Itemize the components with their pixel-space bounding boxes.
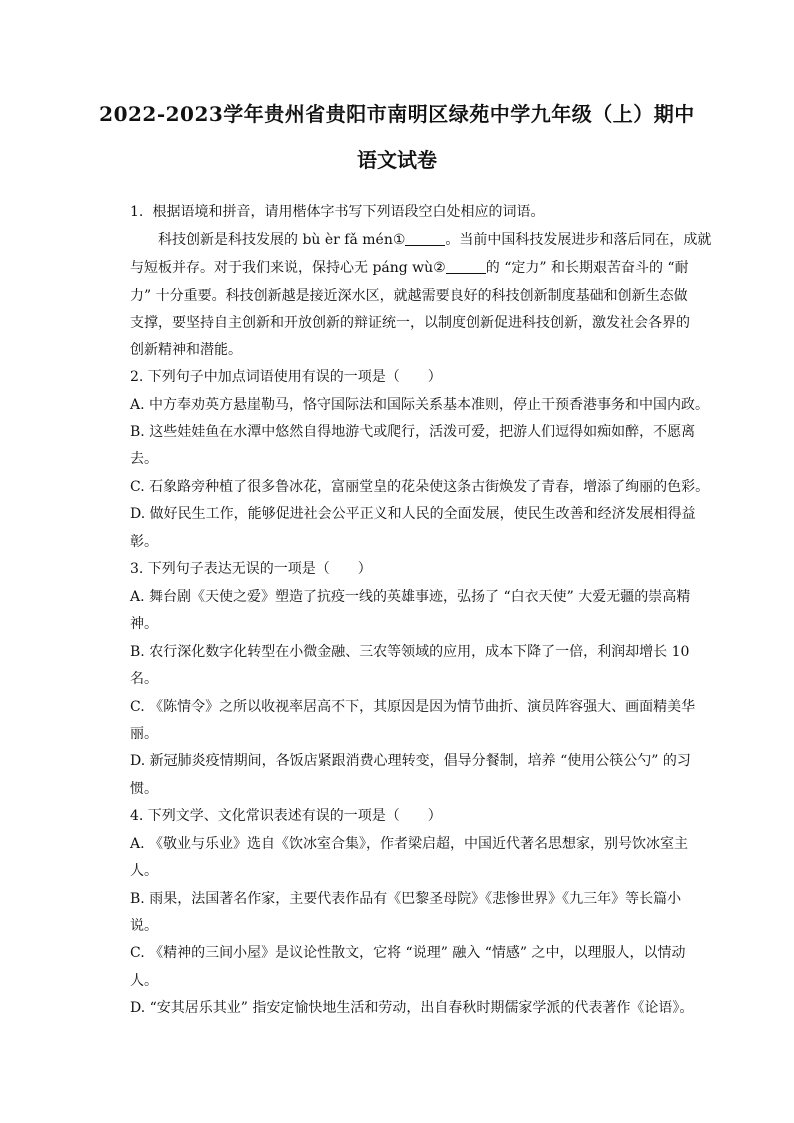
q3-option-b-line2: 名。 <box>130 671 158 687</box>
q1-passage-line5: 创新精神和潜能。 <box>130 342 242 358</box>
q2-option-c[interactable]: C. 石象路旁种植了很多鲁冰花，富丽堂皇的花朵使这条古街焕发了青春，增添了绚丽的色彩。 <box>130 479 710 495</box>
q1-passage-line4: 支撑，要坚持自主创新和开放创新的辩证统一，以制度创新促进科技创新，激发社会各界的 <box>130 315 690 331</box>
q4-option-b-line2: 说。 <box>130 918 158 934</box>
exam-title-line2: 语文试卷 <box>357 148 437 172</box>
q3-option-a-line2: 神。 <box>130 616 158 632</box>
q1-passage-line1 <box>158 230 711 250</box>
q2-option-b-line2: 去。 <box>130 451 158 467</box>
q4-option-a-line1[interactable]: A. 《敬业与乐业》选自《饮冰室合集》，作者梁启超，中国近代著名思想家，别号饮冰室主 <box>130 836 689 852</box>
q3-option-a-line1[interactable]: A. 舞台剧《天使之爱》塑造了抗疫一线的英雄事迹，弘扬了 “白衣天使” 大爱无疆的崇高精 <box>130 589 691 605</box>
q2-stem: 2. 下列句子中加点词语使用有误的一项是（ ） <box>130 369 442 385</box>
q1-passage-text: 的 “定力” 和长期艰苦奋斗的 “耐 <box>485 260 689 276</box>
q1-stem-line <box>130 202 544 222</box>
q2-option-b-line1[interactable]: B. 这些娃娃鱼在水潭中悠然自得地游弋或爬行，活泼可爱，把游人们逗得如痴如醉，不愿离 <box>130 424 696 440</box>
q4-option-c-line2: 人。 <box>130 973 158 989</box>
q1-stem: 根据语境和拼音，请用楷体字书写下列语段空白处相应的词语。 <box>152 204 545 220</box>
q4-option-a-line2: 人。 <box>130 863 158 879</box>
q3-option-c-line1[interactable]: C. 《陈情令》之所以收视率居高不下，其原因是因为情节曲折、演员阵容强大、画面精美华 <box>130 699 696 715</box>
q1-passage-line3: 力” 十分重要。科技创新越是接近深水区，就越需要良好的科技创新制度基础和创新生态做 <box>130 288 688 304</box>
q2-option-a[interactable]: A. 中方奉劝英方悬崖勒马，恪守国际法和国际关系基本准则，停止干预香港事务和中国内政。 <box>130 397 710 413</box>
q3-option-c-line2: 丽。 <box>130 726 158 742</box>
q1-passage-text: 科技创新是科技发展的 bù èr fǎ mén① <box>158 232 406 248</box>
q1-passage-text: 。当前中国科技发展进步和落后同在，成就 <box>445 232 712 248</box>
q1-blank-1[interactable] <box>405 231 445 246</box>
q3-stem: 3. 下列句子表达无误的一项是（ ） <box>130 561 372 577</box>
q2-option-d-line2: 彰。 <box>130 534 158 550</box>
q4-option-b-line1[interactable]: B. 雨果，法国著名作家，主要代表作品有《巴黎圣母院》《悲惨世界》《九三年》等长篇小 <box>130 891 682 907</box>
q3-option-d-line2: 惯。 <box>130 781 158 797</box>
q1-passage-line2 <box>130 258 689 278</box>
q3-option-d-line1[interactable]: D. 新冠肺炎疫情期间，各饭店紧跟消费心理转变，倡导分餐制，培养 “使用公筷公勺” 的习 <box>130 753 691 769</box>
q1-passage-text: 与短板并存。对于我们来说，保持心无 páng wù② <box>130 260 446 276</box>
q3-option-b-line1[interactable]: B. 农行深化数字化转型在小微金融、三农等领域的应用，成本下降了一倍，利润却增长 10 <box>130 644 690 660</box>
exam-title-line1: 2022-2023学年贵州省贵阳市南明区绿苑中学九年级（上）期中 <box>99 102 695 126</box>
q1-blank-2[interactable] <box>446 259 486 274</box>
q4-stem: 4. 下列文学、文化常识表述有误的一项是（ ） <box>130 808 442 824</box>
q4-option-d[interactable]: D. “安其居乐其业” 指安定愉快地生活和劳动，出自春秋时期儒家学派的代表著作《论语》。 <box>130 1000 694 1016</box>
q1-number: 1. <box>130 204 144 220</box>
q2-option-d-line1[interactable]: D. 做好民生工作，能够促进社会公平正义和人民的全面发展，使民生改善和经济发展相得益 <box>130 506 696 522</box>
q4-option-c-line1[interactable]: C. 《精神的三间小屋》是议论性散文，它将 “说理” 融入 “情感” 之中，以理服人，以情动 <box>130 945 686 961</box>
